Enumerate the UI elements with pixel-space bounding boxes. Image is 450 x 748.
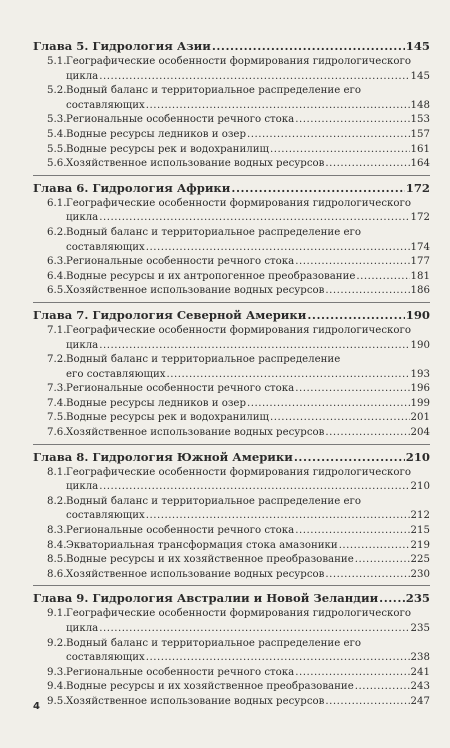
section-number: 7.1.	[47, 324, 67, 336]
section-title: Региональные особенности речного стока	[66, 256, 295, 268]
section-title: Водные ресурсы и их хозяйственное преобразование	[66, 554, 354, 566]
toc-entry[interactable]	[33, 695, 430, 710]
section-title: Региональные особенности речного стока	[66, 114, 295, 126]
chapter-page-number: 210	[405, 449, 430, 464]
chapter-heading[interactable]	[33, 180, 430, 197]
section-title: Экваториальная трансформация стока амазоники	[66, 539, 338, 551]
leader-dots	[270, 143, 410, 158]
leader-dots	[99, 70, 409, 85]
section-page-number: 230	[410, 568, 430, 580]
section-title-continued: цикла	[66, 481, 99, 493]
toc-entry[interactable]	[33, 426, 430, 441]
section-page-number: 172	[410, 212, 430, 224]
toc-entry[interactable]	[33, 226, 430, 255]
section-number: 5.1.	[47, 56, 67, 67]
chapter-heading[interactable]	[33, 38, 430, 55]
section-number: 6.3.	[47, 256, 67, 268]
toc-entry[interactable]	[33, 607, 430, 636]
section-title: Водный баланс и территориальное распределение его	[66, 226, 361, 238]
section-page-number: 145	[410, 70, 430, 82]
leader-dots	[294, 449, 405, 465]
section-page-number: 215	[410, 525, 430, 537]
section-title: Хозяйственное использование водных ресурсов	[66, 285, 325, 297]
toc-entry[interactable]	[33, 113, 430, 128]
leader-dots	[231, 180, 404, 196]
leader-dots	[167, 368, 410, 383]
section-number: 8.4.	[47, 539, 67, 551]
section-title-continued: составляющих	[66, 510, 145, 522]
section-title: Водный баланс и территориальное распределение	[66, 354, 341, 366]
section-page-number: 153	[410, 114, 430, 126]
toc-entry[interactable]	[33, 637, 430, 666]
section-page-number: 212	[410, 510, 430, 522]
toc-entry[interactable]	[33, 411, 430, 426]
section-number: 8.2.	[47, 495, 67, 507]
toc-entry[interactable]	[33, 55, 430, 84]
leader-dots	[270, 411, 410, 426]
section-title: Водный баланс и территориальное распределение его	[66, 85, 361, 97]
section-number: 6.1.	[47, 197, 67, 209]
section-number: 6.5.	[47, 285, 67, 297]
section-page-number: 235	[410, 623, 430, 634]
chapter-block	[33, 180, 430, 303]
toc-entry[interactable]	[33, 197, 430, 226]
section-number: 5.4.	[47, 128, 67, 140]
leader-dots	[325, 157, 409, 172]
section-number: 7.2.	[47, 354, 67, 366]
section-title-continued: цикла	[66, 623, 99, 634]
section-title-continued: цикла	[66, 212, 99, 224]
section-page-number: 241	[410, 666, 430, 678]
toc-entry[interactable]	[33, 270, 430, 285]
leader-dots	[247, 397, 410, 412]
leader-dots	[295, 666, 409, 681]
section-number: 9.4.	[47, 681, 67, 693]
chapter-block	[33, 449, 430, 587]
toc-entry[interactable]	[33, 666, 430, 681]
leader-dots	[99, 211, 409, 226]
leader-dots	[355, 680, 410, 695]
chapter-title: Глава 8. Гидрология Южной Америки	[33, 449, 293, 464]
chapter-heading[interactable]	[33, 307, 430, 324]
section-title: Водные ресурсы и их хозяйственное преобразование	[66, 681, 354, 693]
leader-dots	[325, 568, 409, 583]
section-number: 5.6.	[47, 158, 67, 170]
toc-entry[interactable]	[33, 466, 430, 495]
toc-entry[interactable]	[33, 382, 430, 397]
section-page-number: 148	[410, 99, 430, 111]
section-number: 5.3.	[47, 114, 67, 126]
section-page-number: 161	[410, 143, 430, 155]
chapter-page-number: 235	[405, 591, 430, 606]
leader-dots	[325, 284, 409, 299]
section-title: Региональные особенности речного стока	[66, 666, 295, 678]
toc-entry[interactable]	[33, 397, 430, 412]
section-page-number: 196	[410, 383, 430, 395]
table-of-contents	[33, 38, 430, 717]
toc-entry[interactable]	[33, 324, 430, 353]
section-title-continued: цикла	[66, 339, 99, 351]
section-title: Водные ресурсы ледников и озер	[66, 397, 246, 409]
leader-dots	[355, 553, 410, 568]
section-title: Региональные особенности речного стока	[66, 525, 295, 537]
chapter-heading[interactable]	[33, 449, 430, 466]
section-page-number: 219	[410, 539, 430, 551]
leader-dots	[339, 539, 410, 554]
section-page-number: 164	[410, 158, 430, 170]
section-title: Водные ресурсы и их антропогенное преобразование	[66, 270, 356, 282]
toc-entry[interactable]	[33, 128, 430, 143]
leader-dots	[295, 255, 409, 270]
leader-dots	[146, 651, 410, 666]
section-number: 8.3.	[47, 525, 67, 537]
chapter-block	[33, 38, 430, 176]
toc-entry[interactable]	[33, 157, 430, 172]
section-page-number: 177	[410, 256, 430, 268]
section-number: 8.6.	[47, 568, 67, 580]
section-number: 8.5.	[47, 554, 67, 566]
leader-dots	[99, 339, 409, 354]
chapter-title: Глава 5. Гидрология Азии	[33, 39, 211, 53]
leader-dots	[146, 99, 410, 114]
section-title: Хозяйственное использование водных ресурсов	[66, 158, 325, 170]
leader-dots	[295, 113, 409, 128]
section-number: 7.6.	[47, 427, 67, 439]
section-number: 7.4.	[47, 397, 67, 409]
chapter-title: Глава 6. Гидрология Африки	[33, 180, 231, 195]
toc-entry[interactable]	[33, 680, 430, 695]
section-number: 9.2.	[47, 637, 67, 649]
chapter-heading[interactable]	[33, 590, 430, 607]
section-title-continued: составляющих	[66, 99, 145, 111]
section-page-number: 199	[410, 397, 430, 409]
section-title: Водный баланс и территориальное распределение его	[66, 637, 361, 649]
section-number: 9.1.	[47, 608, 67, 620]
section-title: Водные ресурсы рек и водохранилищ	[66, 412, 269, 424]
section-title: Водный баланс и территориальное распределение его	[66, 495, 361, 507]
section-title: Хозяйственное использование водных ресурсов	[66, 568, 325, 580]
page-number: 4	[33, 701, 40, 712]
section-number: 7.5.	[47, 412, 67, 424]
section-title-continued: цикла	[66, 70, 99, 82]
section-title-continued: его составляющих	[66, 368, 166, 380]
section-page-number: 238	[410, 652, 430, 664]
chapter-title: Глава 9. Гидрология Австралии и Новой Зеландии	[33, 591, 379, 606]
section-page-number: 181	[410, 270, 430, 282]
chapter-block	[33, 590, 430, 712]
section-number: 5.2.	[47, 85, 67, 97]
leader-dots	[99, 622, 409, 637]
leader-dots	[146, 509, 410, 524]
section-page-number: 174	[410, 241, 430, 253]
section-page-number: 193	[410, 368, 430, 380]
toc-entry[interactable]	[33, 568, 430, 583]
leader-dots	[379, 590, 405, 606]
leader-dots	[247, 128, 410, 143]
section-title: Водные ресурсы ледников и озер	[66, 128, 246, 140]
section-number: 5.5.	[47, 143, 67, 155]
toc-entry[interactable]	[33, 553, 430, 568]
leader-dots	[295, 524, 409, 539]
section-page-number: 243	[410, 681, 430, 693]
toc-entry[interactable]	[33, 495, 430, 524]
chapter-block	[33, 307, 430, 445]
toc-entry[interactable]	[33, 524, 430, 539]
section-title: Географические особенности формирования гидрологического	[66, 466, 411, 478]
section-page-number: 210	[410, 481, 430, 493]
section-number: 9.3.	[47, 666, 67, 678]
leader-dots	[325, 426, 409, 441]
section-title: Водные ресурсы рек и водохранилищ	[66, 143, 269, 155]
section-title: Географические особенности формирования гидрологического	[66, 56, 411, 67]
section-page-number: 157	[410, 128, 430, 140]
section-title: Хозяйственное использование водных ресурсов	[66, 427, 325, 439]
section-page-number: 247	[410, 695, 430, 707]
leader-dots	[325, 695, 409, 710]
toc-entry[interactable]	[33, 143, 430, 158]
leader-dots	[307, 307, 404, 323]
leader-dots	[99, 480, 409, 495]
toc-entry[interactable]	[33, 255, 430, 270]
section-page-number: 201	[410, 412, 430, 424]
section-number: 6.4.	[47, 270, 67, 282]
section-page-number: 204	[410, 427, 430, 439]
toc-entry[interactable]	[33, 353, 430, 382]
section-title: Географические особенности формирования гидрологического	[66, 608, 411, 620]
section-title: Региональные особенности речного стока	[66, 383, 295, 395]
section-page-number: 225	[410, 554, 430, 566]
chapter-page-number: 190	[405, 307, 430, 322]
section-title: Географические особенности формирования гидрологического	[66, 324, 411, 336]
section-number: 9.5.	[47, 695, 67, 707]
leader-dots	[295, 382, 409, 397]
section-page-number: 190	[410, 339, 430, 351]
section-title: Хозяйственное использование водных ресурсов	[66, 695, 325, 707]
section-title-continued: составляющих	[66, 652, 145, 664]
chapter-page-number: 145	[405, 39, 430, 53]
chapter-title: Глава 7. Гидрология Северной Америки	[33, 307, 307, 322]
toc-entry[interactable]	[33, 84, 430, 113]
section-number: 8.1.	[47, 466, 67, 478]
leader-dots	[356, 270, 409, 285]
leader-dots	[212, 38, 405, 54]
section-page-number: 186	[410, 285, 430, 297]
section-title: Географические особенности формирования гидрологического	[66, 197, 411, 209]
toc-entry[interactable]	[33, 284, 430, 299]
chapter-page-number: 172	[405, 180, 430, 195]
section-number: 6.2.	[47, 226, 67, 238]
section-title-continued: составляющих	[66, 241, 145, 253]
leader-dots	[146, 241, 410, 256]
section-number: 7.3.	[47, 383, 67, 395]
toc-entry[interactable]	[33, 539, 430, 554]
